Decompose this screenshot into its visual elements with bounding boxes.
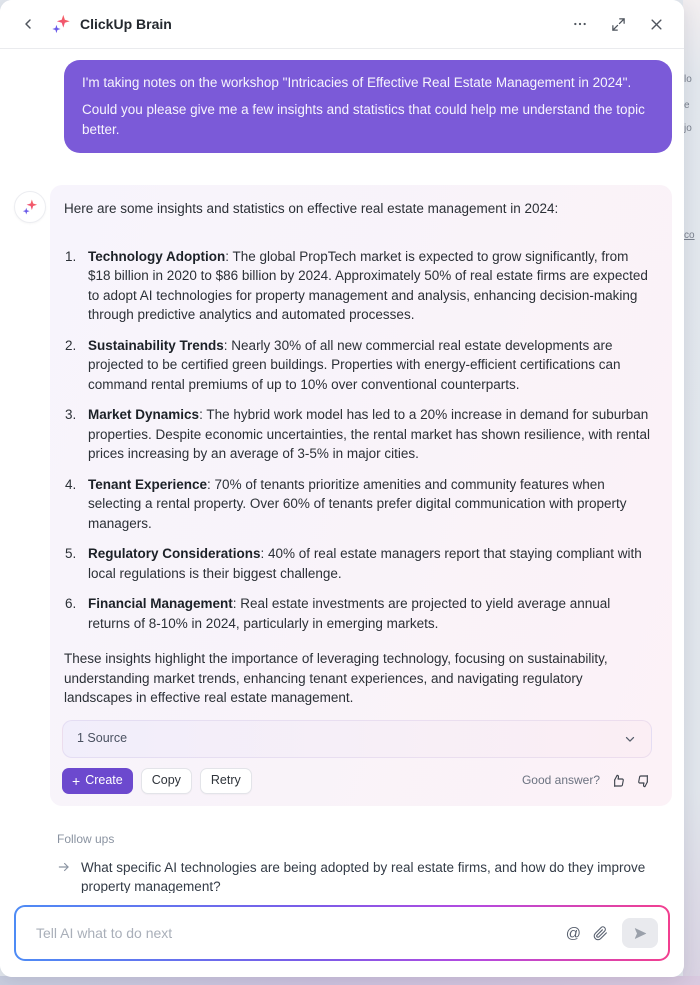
close-button[interactable] (644, 12, 668, 36)
list-item-title: Market Dynamics (88, 407, 200, 422)
ai-answer-card (50, 185, 672, 806)
sources-expander[interactable] (62, 720, 652, 758)
list-number: 3. (65, 407, 77, 422)
thumbs-up-icon (610, 773, 626, 789)
list-item-text: : The hybrid work model has led to a 20% increase in demand for suburban properties. Despite economic uncertainties, the rental market has shown resilience, with rental prices increasing by an average of 3-5% in major cities. (88, 407, 651, 461)
background-text-fragment: lo (684, 74, 692, 85)
brand (50, 13, 172, 35)
create-button[interactable] (62, 768, 133, 794)
list-item (62, 475, 652, 534)
ai-prompt-box (14, 905, 670, 961)
list-item-text: : Real estate investments are projected to yield average annual returns of 8-10% in 2024, particularly in emerging markets. (88, 596, 611, 631)
list-item (62, 594, 652, 633)
list-item-title: Regulatory Considerations (88, 546, 261, 561)
follow-up-text: What specific AI technologies are being adopted by real estate firms, and how do they improve property management? (81, 859, 646, 894)
chevron-left-icon (20, 16, 36, 32)
user-message-line: Could you please give me a few insights and statistics that could help me understand the topic better. (82, 102, 645, 137)
answer-actions (62, 768, 652, 794)
follow-ups-label: Follow ups (57, 831, 115, 846)
send-button[interactable] (622, 918, 658, 948)
list-number: 5. (65, 546, 77, 561)
ai-avatar (14, 191, 46, 223)
ai-message-row (0, 185, 684, 806)
create-button-label: Create (85, 772, 123, 787)
input-dock (0, 893, 684, 977)
expand-icon (611, 17, 626, 32)
retry-button[interactable] (200, 768, 252, 794)
more-options-button[interactable] (568, 12, 592, 36)
list-item (62, 336, 652, 395)
ai-intro-text: Here are some insights and statistics on effective real estate management in 2024: (64, 201, 559, 216)
chevron-down-icon (623, 732, 637, 746)
send-icon (633, 926, 648, 941)
list-item-title: Sustainability Trends (88, 337, 224, 353)
copy-button[interactable] (141, 768, 192, 794)
list-item (62, 544, 652, 583)
feedback-label: Good answer? (521, 772, 600, 787)
mention-button[interactable] (566, 926, 581, 941)
list-item-title: Financial Management (88, 596, 233, 611)
at-sign-icon: @ (565, 924, 581, 942)
list-number: 6. (65, 596, 77, 611)
ai-prompt-input[interactable] (34, 924, 566, 942)
thumbs-down-icon (636, 773, 652, 789)
ai-closing-text: These insights highlight the importance of leveraging technology, focusing on sustainability, understanding market trends, enhancing tenant experiences, and navigating regulatory landscapes in effective real estate management. (64, 651, 608, 705)
plus-icon: + (72, 772, 81, 789)
list-number: 4. (65, 476, 77, 492)
ellipsis-icon (572, 16, 588, 32)
back-button[interactable] (16, 12, 40, 36)
feedback-group (522, 771, 652, 791)
list-item-title: Technology Adoption (88, 248, 226, 264)
user-message-line: I'm taking notes on the workshop "Intricacies of Effective Real Estate Management in 2024". (82, 75, 632, 90)
list-item-text: : Nearly 30% of all new commercial real estate developments are projected to be certified green buildings. Properties with energy-efficient certifications can command rental premiums of up to 10% over conventional counterparts. (88, 337, 621, 392)
background-text-fragment: co (684, 230, 695, 241)
list-item (62, 405, 652, 464)
thumbs-up-button[interactable] (610, 773, 626, 789)
thumbs-down-button[interactable] (636, 773, 652, 789)
paperclip-icon (593, 926, 608, 941)
list-item-text: : 40% of real estate managers report that staying compliant with local regulations is their biggest challenge. (88, 546, 642, 581)
list-number: 2. (65, 337, 77, 353)
retry-button-label: Retry (210, 772, 241, 787)
list-item-title: Tenant Experience (88, 476, 208, 492)
attach-file-button[interactable] (593, 926, 608, 941)
insights-list (62, 247, 652, 634)
expand-button[interactable] (606, 12, 630, 36)
background-bottom-strip (0, 976, 700, 985)
dialog-header (0, 0, 684, 49)
sources-label: 1 Source (77, 730, 128, 745)
list-number: 1. (65, 248, 77, 264)
list-item (62, 247, 652, 325)
arrow-right-icon (57, 860, 71, 874)
background-page-strip (683, 0, 700, 985)
background-text-fragment: e (684, 100, 690, 111)
list-item-text: : The global PropTech market is expected to grow significantly, from $18 billion in 2020 to $86 billion by 2024. Approximately 50% of real estate firms are expected to adopt AI technologies for property management and analysis, enhancing decision-making through predictive analytics and automated processes. (88, 248, 648, 322)
user-message-bubble (64, 60, 672, 153)
copy-button-label: Copy (151, 772, 181, 787)
background-text-fragment: jo (684, 123, 692, 134)
clickup-ai-sparkle-icon (50, 13, 72, 35)
clickup-ai-sparkle-icon (21, 198, 39, 216)
follow-up-item[interactable] (57, 858, 668, 896)
list-item-text: : 70% of tenants prioritize amenities and community features when selecting a rental property. Over 60% of tenants prefer digital communication with property managers. (88, 476, 627, 531)
chat-scroll-area[interactable] (0, 48, 684, 977)
close-icon (649, 17, 664, 32)
dialog-title: ClickUp Brain (80, 16, 172, 32)
